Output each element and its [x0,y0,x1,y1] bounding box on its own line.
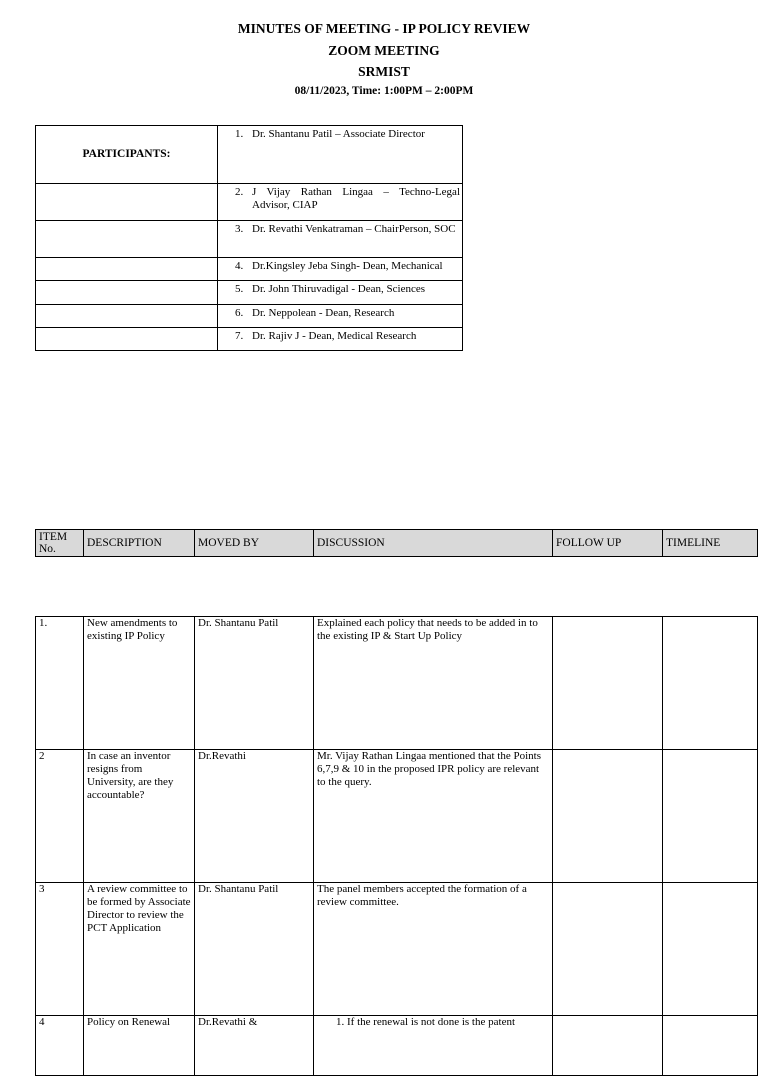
meeting-datetime: 08/11/2023, Time: 1:00PM – 2:00PM [294,85,474,97]
participant-row [36,328,463,351]
item-number: 4 [36,1016,84,1076]
participant-number: 4. [235,260,244,272]
participant-number: 7. [235,330,244,342]
participant-name: Dr.Kingsley Jeba Singh- Dean, Mechanical [252,260,443,272]
col-moved-by: MOVED BY [195,530,314,557]
item-description: New amendments to existing IP Policy [84,617,195,750]
empty-cell [36,258,218,281]
item-follow-up [553,1016,663,1076]
participants-label: PARTICIPANTS: [36,126,218,184]
item-number: 1. [36,617,84,750]
organization: SRMIST [358,64,410,79]
item-discussion: 1. If the renewal is not done is the patent [314,1016,553,1076]
item-timeline [663,1016,758,1076]
item-moved-by: Dr. Shantanu Patil [195,617,314,750]
item-follow-up [553,883,663,1016]
document-title: MINUTES OF MEETING - IP POLICY REVIEW [237,21,531,36]
col-follow-up: FOLLOW UP [553,530,663,557]
col-description: DESCRIPTION [84,530,195,557]
item-discussion: Explained each policy that needs to be added in to the existing IP & Start Up Policy [314,617,553,750]
participant-row [36,258,463,281]
participant-cell [218,328,463,351]
participant-row [36,221,463,258]
col-timeline: TIMELINE [663,530,758,557]
table-row [36,750,758,883]
participant-cell [218,281,463,305]
empty-cell [36,328,218,351]
item-moved-by: Dr. Shantanu Patil [195,883,314,1016]
participant-number: 5. [235,283,244,295]
col-item-no: ITEM No. [36,530,84,557]
participant-name: Dr. John Thiruvadigal - Dean, Sciences [252,283,426,295]
participant-number: 6. [235,307,244,319]
item-discussion: Mr. Vijay Rathan Lingaa mentioned that the Points 6,7,9 & 10 in the proposed IPR policy are relevant to the query. [314,750,553,883]
empty-cell [36,305,218,328]
table-row [36,883,758,1016]
table-row [36,1016,758,1076]
participant-cell [218,184,463,221]
participant-row [36,305,463,328]
participant-number: 2. [235,186,244,198]
empty-cell [36,184,218,221]
item-description: A review committee to be formed by Associate Director to review the PCT Application [84,883,195,1016]
participant-row [36,126,463,184]
item-timeline [663,750,758,883]
participant-name: J Vijay Rathan Lingaa – Techno-Legal Advisor, CIAP [252,186,460,211]
header-row [36,530,758,557]
participant-name: Dr. Neppolean - Dean, Research [252,307,395,319]
col-discussion: DISCUSSION [314,530,553,557]
item-follow-up [553,617,663,750]
item-description: In case an inventor resigns from University, are they accountable? [84,750,195,883]
item-timeline [663,883,758,1016]
item-number: 2 [36,750,84,883]
participant-number: 3. [235,223,244,235]
participant-cell [218,258,463,281]
minutes-table-header [35,529,758,557]
participant-name: Dr. Rajiv J - Dean, Medical Research [252,330,417,342]
empty-cell [36,281,218,305]
participant-row [36,281,463,305]
item-moved-by: Dr.Revathi & [195,1016,314,1076]
empty-cell [36,221,218,258]
participant-name: Dr. Shantanu Patil – Associate Director [252,128,425,140]
participants-table [35,125,463,351]
item-follow-up [553,750,663,883]
item-discussion: The panel members accepted the formation of a review committee. [314,883,553,1016]
participant-cell [218,126,463,184]
table-row [36,617,758,750]
minutes-items-table [35,616,758,1076]
participant-cell [218,221,463,258]
item-number: 3 [36,883,84,1016]
participant-cell [218,305,463,328]
item-description: Policy on Renewal [84,1016,195,1076]
participant-name: Dr. Revathi Venkatraman – ChairPerson, SOC [252,223,456,235]
item-moved-by: Dr.Revathi [195,750,314,883]
meeting-type: ZOOM MEETING [328,43,440,58]
participant-row [36,184,463,221]
item-timeline [663,617,758,750]
participant-number: 1. [235,128,244,140]
